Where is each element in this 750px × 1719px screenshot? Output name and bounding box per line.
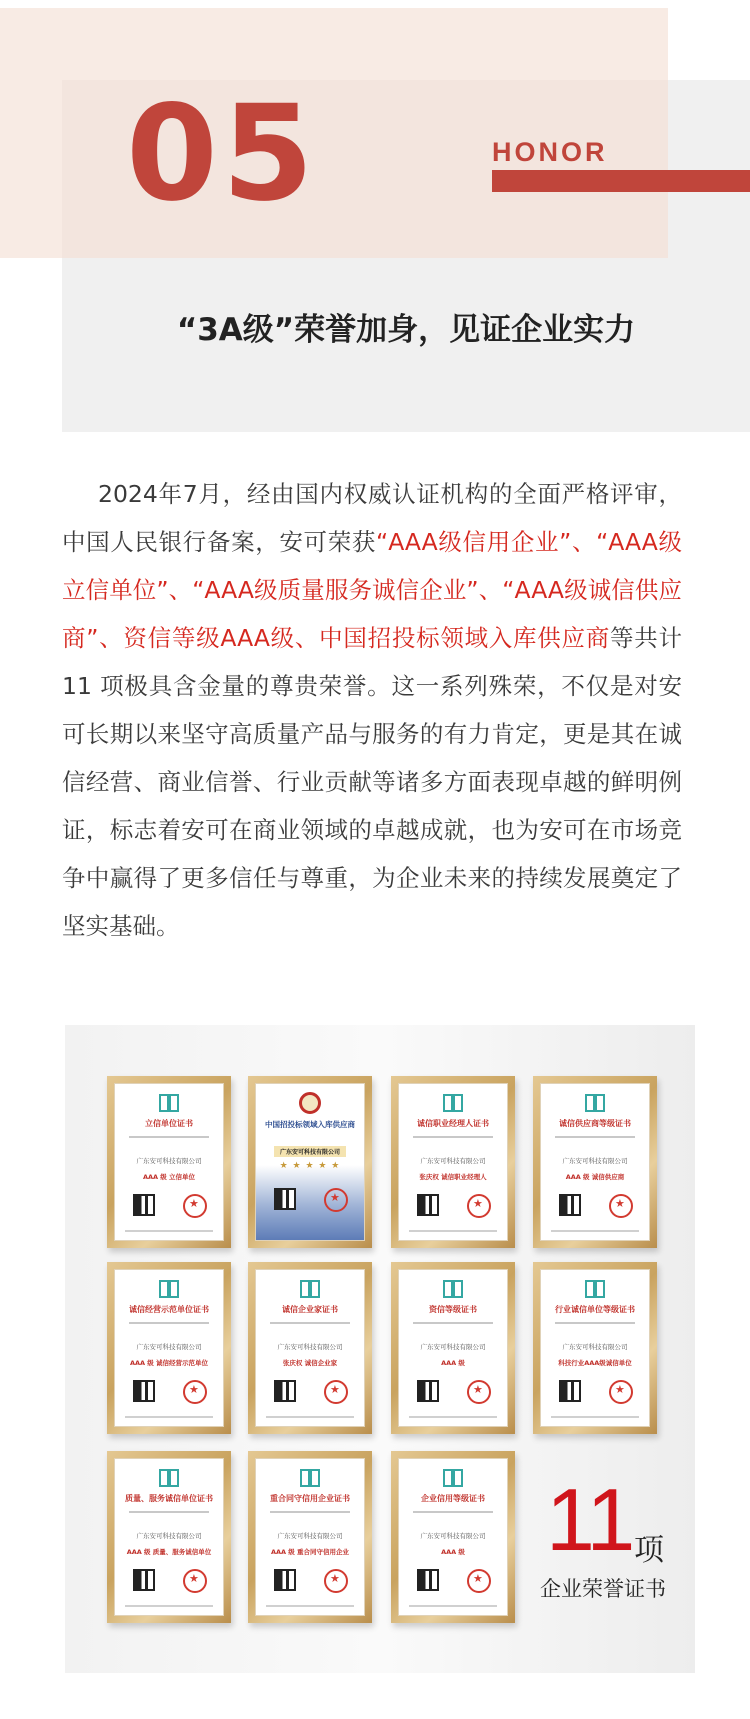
section-number: 05	[126, 77, 318, 231]
certificate-title: 诚信供应商等级证书	[559, 1119, 631, 1128]
certificate-title: 中国招投标领域入库供应商	[265, 1120, 355, 1129]
divider	[270, 1511, 350, 1513]
divider	[129, 1511, 209, 1513]
divider	[266, 1605, 354, 1607]
certificate-company: 广东安可科技有限公司	[136, 1157, 202, 1165]
certificate-company: 广东安可科技有限公司	[277, 1343, 343, 1351]
certificate-frame	[533, 1262, 657, 1434]
certificate-title: 企业信用等级证书	[421, 1494, 485, 1503]
certificate-title: 立信单位证书	[145, 1119, 193, 1128]
certificate-special	[255, 1083, 365, 1241]
logo-icon	[300, 1469, 320, 1487]
certificate-level: AAA 级 重合同守信用企业	[270, 1548, 350, 1556]
divider	[555, 1322, 635, 1324]
qr-code-icon	[274, 1569, 296, 1591]
certificate-title: 重合同守信用企业证书	[270, 1494, 350, 1503]
paragraph-text-2: 等共计 11 项极具含金量的尊贵荣誉。这一系列殊荣，不仅是对安可长期以来坚守高质量产品与服务的有力肯定，更是其在诚信经营、商业信誉、行业贡献等诸多方面表现卓越的鲜明例证，标志着安可在商业领域的卓越成就，也为安可在市场竞争中赢得了更多信任与尊重，为企业未来的持续发展奠定了坚实基础。	[62, 624, 682, 940]
certificate-company: 广东安可科技有限公司	[420, 1157, 486, 1165]
divider	[555, 1136, 635, 1138]
qr-code-icon	[417, 1569, 439, 1591]
seal-icon	[609, 1380, 633, 1404]
logo-icon	[585, 1094, 605, 1112]
qr-code-icon	[559, 1194, 581, 1216]
certificate	[540, 1269, 650, 1427]
seal-icon	[609, 1194, 633, 1218]
qr-code-icon	[274, 1380, 296, 1402]
certificate-title: 资信等级证书	[429, 1305, 477, 1314]
certificate-title: 行业诚信单位等级证书	[555, 1305, 635, 1314]
divider	[551, 1230, 639, 1232]
certificate-company: 广东安可科技有限公司	[274, 1146, 346, 1157]
qr-code-icon	[274, 1188, 296, 1210]
certificate-level: AAA 级 立信单位	[142, 1173, 196, 1181]
divider	[129, 1136, 209, 1138]
logo-icon	[159, 1469, 179, 1487]
certificate-frame	[107, 1451, 231, 1623]
certificate-company: 广东安可科技有限公司	[420, 1343, 486, 1351]
seal-icon	[324, 1188, 348, 1212]
section-label-bar	[492, 170, 750, 192]
seal-icon	[324, 1380, 348, 1404]
certificate-title: 诚信企业家证书	[282, 1305, 338, 1314]
body-paragraph	[62, 470, 682, 950]
certificate-frame	[248, 1262, 372, 1434]
certificate-company: 广东安可科技有限公司	[277, 1532, 343, 1540]
certificate-level: 张庆权 诚信企业家	[282, 1359, 338, 1367]
divider	[413, 1136, 493, 1138]
divider	[266, 1416, 354, 1418]
certificate-level: AAA 级	[441, 1548, 465, 1556]
qr-code-icon	[417, 1194, 439, 1216]
divider	[270, 1322, 350, 1324]
qr-code-icon	[133, 1569, 155, 1591]
logo-icon	[159, 1094, 179, 1112]
paragraph-text-1: 2024年7月，经由国内权威认证机构的全面严格评审，中国人民银行备案，安可荣获	[62, 480, 682, 556]
certificate-frame	[391, 1451, 515, 1623]
logo-icon	[443, 1280, 463, 1298]
section-label: HONOR	[492, 137, 608, 167]
qr-code-icon	[133, 1194, 155, 1216]
divider	[413, 1322, 493, 1324]
divider	[413, 1511, 493, 1513]
certificate-frame	[107, 1076, 231, 1248]
certificate-frame	[248, 1076, 372, 1248]
logo-icon	[585, 1280, 605, 1298]
certificate-level: AAA 级 诚信经营示范单位	[129, 1359, 209, 1367]
certificate	[114, 1269, 224, 1427]
certificate-company: 广东安可科技有限公司	[136, 1532, 202, 1540]
divider	[125, 1230, 213, 1232]
divider	[129, 1322, 209, 1324]
certificate-level: 科技行业AAA级诚信单位	[558, 1359, 632, 1367]
certificate-frame	[248, 1451, 372, 1623]
seal-icon	[183, 1194, 207, 1218]
qr-code-icon	[133, 1380, 155, 1402]
certificate	[398, 1269, 508, 1427]
seal-icon	[467, 1569, 491, 1593]
logo-icon	[159, 1280, 179, 1298]
logo-icon	[300, 1280, 320, 1298]
logo-icon	[443, 1469, 463, 1487]
divider	[409, 1230, 497, 1232]
certificate	[398, 1458, 508, 1616]
logo-icon	[443, 1094, 463, 1112]
certificate	[114, 1458, 224, 1616]
certificate-company: 广东安可科技有限公司	[420, 1532, 486, 1540]
divider	[551, 1416, 639, 1418]
certificate-title: 质量、服务诚信单位证书	[125, 1494, 213, 1503]
certificate	[255, 1269, 365, 1427]
certificate-frame	[391, 1262, 515, 1434]
certificate-frame	[533, 1076, 657, 1248]
seal-icon	[324, 1569, 348, 1593]
certificate-frame	[391, 1076, 515, 1248]
divider	[125, 1416, 213, 1418]
honor-count-label: 企业荣誉证书	[540, 1577, 666, 1601]
certificate	[540, 1083, 650, 1241]
honor-count-unit: 项	[634, 1533, 664, 1568]
paragraph-highlight: “AAA级信用企业”、“AAA级立信单位”、“AAA级质量服务诚信企业”、“AAA级诚信供应商”、资信等级AAA级、中国招投标领域入库供应商	[62, 528, 682, 652]
divider	[409, 1605, 497, 1607]
stars-icon: ★ ★ ★ ★ ★	[279, 1161, 341, 1171]
divider	[125, 1605, 213, 1607]
certificate-company: 广东安可科技有限公司	[136, 1343, 202, 1351]
seal-icon	[467, 1194, 491, 1218]
honor-count: 11	[546, 1470, 634, 1569]
certificate-frame	[107, 1262, 231, 1434]
certificate-company: 广东安可科技有限公司	[562, 1343, 628, 1351]
certificate	[255, 1458, 365, 1616]
certificate	[398, 1083, 508, 1241]
certificate-level: 张庆权 诚信职业经理人	[419, 1173, 487, 1181]
qr-code-icon	[417, 1380, 439, 1402]
seal-icon	[467, 1380, 491, 1404]
seal-icon	[183, 1380, 207, 1404]
certificate-company: 广东安可科技有限公司	[562, 1157, 628, 1165]
section-title: “3A级”荣誉加身，见证企业实力	[176, 312, 636, 348]
seal-icon	[183, 1569, 207, 1593]
certificate-level: AAA 级 诚信供应商	[565, 1173, 625, 1181]
certificate-title: 诚信职业经理人证书	[417, 1119, 489, 1128]
certificate	[114, 1083, 224, 1241]
certificate-level: AAA 级 质量、服务诚信单位	[126, 1548, 212, 1556]
qr-code-icon	[559, 1380, 581, 1402]
certificate-title: 诚信经营示范单位证书	[129, 1305, 209, 1314]
certificate-level: AAA 级	[441, 1359, 465, 1367]
divider	[409, 1416, 497, 1418]
emblem-icon	[299, 1092, 321, 1114]
